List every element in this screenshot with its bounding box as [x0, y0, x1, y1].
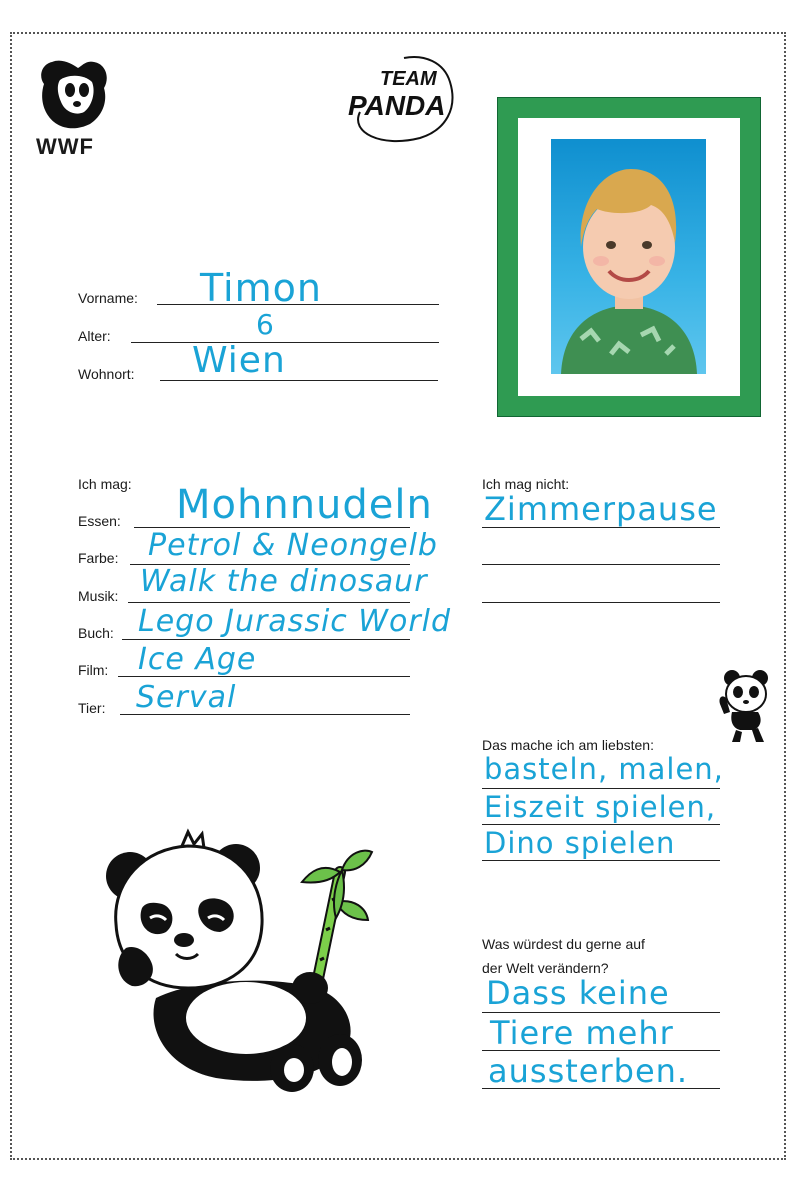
- favorite-activity-question: Das mache ich am liebsten:: [482, 737, 654, 753]
- dislikes-line-3: [482, 602, 720, 603]
- team-panda-line1: TEAM: [380, 68, 437, 90]
- team-panda-line2: PANDA: [348, 90, 446, 121]
- musik-label: Musik:: [78, 588, 119, 604]
- likes-heading: Ich mag:: [78, 476, 132, 492]
- child-photo: [551, 139, 706, 374]
- wwf-text: WWF: [36, 134, 94, 159]
- dislikes-heading: Ich mag nicht:: [482, 476, 570, 492]
- activity-line-1: [482, 788, 720, 789]
- buch-line: [122, 639, 410, 640]
- buch-label: Buch:: [78, 625, 114, 641]
- dislikes-line-2: [482, 564, 720, 565]
- activity-line-2: [482, 824, 720, 825]
- activity-value-3[interactable]: Dino spielen: [484, 826, 676, 860]
- alter-label: Alter:: [78, 328, 111, 344]
- musik-value[interactable]: Walk the dinosaur: [140, 564, 428, 599]
- film-value[interactable]: Ice Age: [138, 642, 257, 677]
- tier-value[interactable]: Serval: [136, 680, 237, 715]
- sleepy-panda-icon: [96, 828, 396, 1098]
- change-world-question-1: Was würdest du gerne auf: [482, 936, 645, 952]
- team-panda-logo: [340, 52, 460, 148]
- musik-line: [128, 602, 410, 603]
- dislikes-value[interactable]: Zimmerpause: [484, 490, 718, 528]
- wwf-logo: [34, 50, 116, 160]
- activity-value-2[interactable]: Eiszeit spielen,: [484, 790, 717, 824]
- child-portrait-icon: [551, 139, 706, 374]
- activity-value-1[interactable]: basteln, malen,: [484, 752, 724, 786]
- farbe-label: Farbe:: [78, 550, 119, 566]
- essen-label: Essen:: [78, 513, 121, 529]
- film-label: Film:: [78, 662, 109, 678]
- thumbs-up-panda-icon: [714, 664, 776, 744]
- farbe-value[interactable]: Petrol & Neongelb: [148, 528, 438, 563]
- big-panda-illustration: [96, 828, 396, 1098]
- wohnort-label: Wohnort:: [78, 366, 135, 382]
- small-panda-illustration: [714, 664, 776, 744]
- buch-value[interactable]: Lego Jurassic World: [138, 604, 452, 639]
- essen-value[interactable]: Mohnnudeln: [176, 482, 433, 528]
- change-value-2[interactable]: Tiere mehr: [490, 1014, 674, 1052]
- alter-value[interactable]: 6: [256, 308, 275, 341]
- tier-label: Tier:: [78, 700, 106, 716]
- wohnort-value[interactable]: Wien: [192, 340, 286, 381]
- change-world-question-2: der Welt verändern?: [482, 960, 609, 976]
- vorname-label: Vorname:: [78, 290, 138, 306]
- change-line-1: [482, 1012, 720, 1013]
- activity-line-3: [482, 860, 720, 861]
- change-value-3[interactable]: aussterben.: [488, 1052, 689, 1090]
- wwf-panda-icon: [34, 50, 116, 132]
- change-value-1[interactable]: Dass keine: [486, 974, 670, 1012]
- vorname-value[interactable]: Timon: [200, 266, 322, 310]
